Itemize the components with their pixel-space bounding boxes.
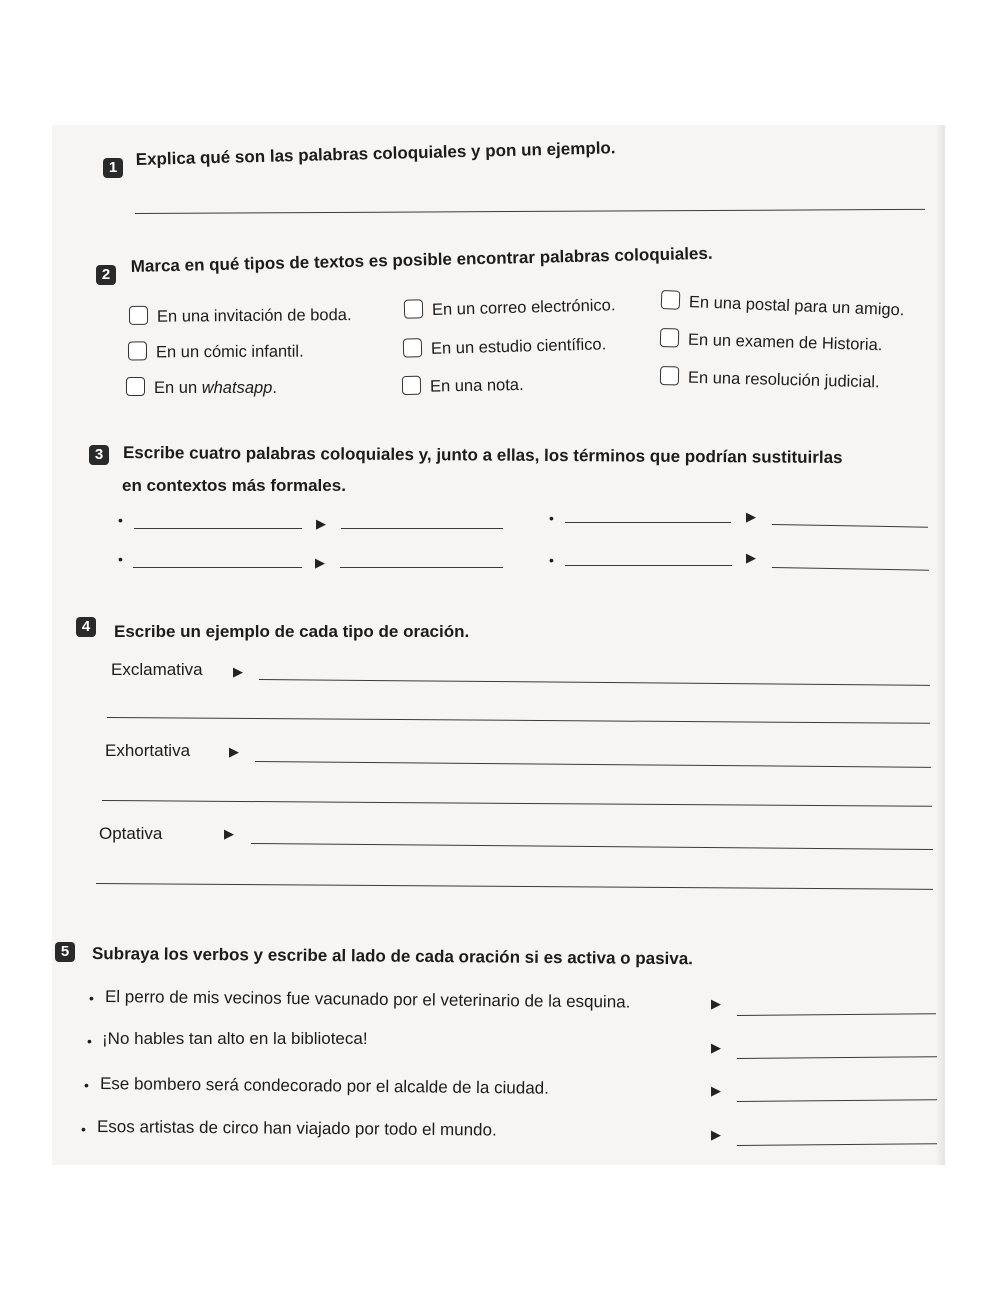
question-2-number: 2 <box>96 265 116 285</box>
option-postal-amigo[interactable]: En una postal para un amigo. <box>661 290 905 320</box>
arrow-icon: ▶ <box>746 550 756 565</box>
option-examen-historia[interactable]: En un examen de Historia. <box>660 328 883 355</box>
formal-term-line[interactable] <box>341 528 503 529</box>
arrow-icon: ▶ <box>711 996 721 1011</box>
bullet: • <box>118 551 123 567</box>
checkbox[interactable] <box>402 376 421 395</box>
arrow-icon: ▶ <box>224 826 234 841</box>
question-4-number: 4 <box>76 617 96 637</box>
checkbox[interactable] <box>660 366 679 385</box>
checkbox[interactable] <box>126 377 145 396</box>
option-comic-infantil[interactable]: En un cómic infantil. <box>128 341 304 363</box>
checkbox[interactable] <box>129 306 148 325</box>
sentence-2: ¡No hables tan alto en la biblioteca! <box>102 1029 368 1048</box>
sentence-3: Ese bombero será condecorado por el alcalde de la ciudad. <box>99 1074 549 1098</box>
arrow-icon: ▶ <box>315 555 325 570</box>
formal-term-line[interactable] <box>340 567 503 568</box>
colloquial-word-line[interactable] <box>565 565 732 566</box>
bullet: • <box>87 1033 92 1049</box>
question-1-title: Explica qué son las palabras coloquiales y pon un ejemplo. <box>135 138 616 170</box>
label-exhortativa: Exhortativa <box>105 741 191 760</box>
arrow-icon: ▶ <box>229 744 239 759</box>
arrow-icon: ▶ <box>711 1083 721 1098</box>
arrow-icon: ▶ <box>711 1127 721 1142</box>
arrow-icon: ▶ <box>711 1040 721 1055</box>
checkbox[interactable] <box>661 290 681 310</box>
question-3-title-line2: en contextos más formales. <box>122 476 346 495</box>
bullet: • <box>549 510 554 526</box>
question-2-title: Marca en qué tipos de textos es posible encontrar palabras coloquiales. <box>130 243 713 277</box>
question-4-title: Escribe un ejemplo de cada tipo de oración. <box>114 622 470 641</box>
arrow-icon: ▶ <box>746 509 756 524</box>
checkbox[interactable] <box>404 299 423 318</box>
sentence-1: El perro de mis vecinos fue vacunado por el veterinario de la esquina. <box>104 987 631 1012</box>
arrow-icon: ▶ <box>316 516 326 531</box>
label-exclamativa: Exclamativa <box>111 660 203 679</box>
option-nota[interactable]: En una nota. <box>402 374 524 397</box>
sentence-4: Esos artistas de circo han viajado por todo el mundo. <box>96 1117 497 1140</box>
page-edge-shadow <box>935 125 945 1165</box>
colloquial-word-line[interactable] <box>134 528 302 529</box>
colloquial-word-line[interactable] <box>133 567 302 568</box>
question-1-number: 1 <box>103 158 123 178</box>
option-whatsapp[interactable]: En un whatsapp. <box>126 377 277 398</box>
bullet: • <box>84 1077 89 1093</box>
bullet: • <box>549 552 554 568</box>
checkbox[interactable] <box>660 328 680 348</box>
option-estudio-cientifico[interactable]: En un estudio científico. <box>403 333 607 359</box>
bullet: • <box>81 1121 86 1137</box>
option-invitacion-boda[interactable]: En una invitación de boda. <box>129 304 352 327</box>
checkbox[interactable] <box>403 338 422 357</box>
label-optativa: Optativa <box>99 824 163 843</box>
option-correo-electronico[interactable]: En un correo electrónico. <box>404 294 616 321</box>
checkbox[interactable] <box>128 341 147 360</box>
question-5-number: 5 <box>55 942 75 962</box>
question-5-title: Subraya los verbos y escribe al lado de cada oración si es activa o pasiva. <box>91 944 694 969</box>
colloquial-word-line[interactable] <box>565 522 731 523</box>
bullet: • <box>118 512 123 528</box>
question-3-number: 3 <box>89 445 109 465</box>
option-resolucion-judicial[interactable]: En una resolución judicial. <box>660 366 880 392</box>
question-3-title-line1: Escribe cuatro palabras coloquiales y, junto a ellas, los términos que podrían sustituirlas <box>122 443 843 468</box>
bullet: • <box>89 990 94 1006</box>
arrow-icon: ▶ <box>233 664 243 679</box>
